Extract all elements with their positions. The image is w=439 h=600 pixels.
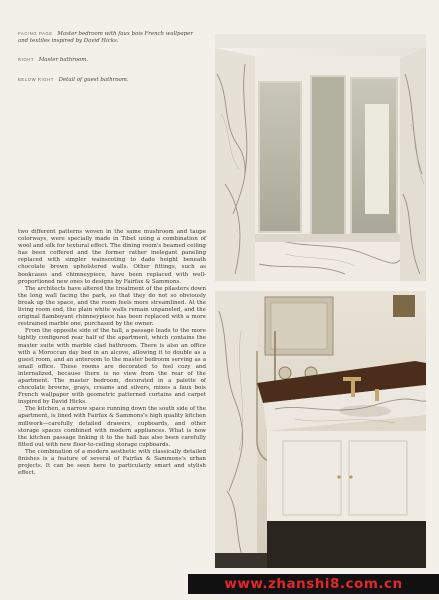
caption-text: Master bedroom with faux bois French wallpaper and textiles inspired by David Hicks.	[18, 31, 193, 45]
watermark: www.zhanshi8.com.cn	[188, 574, 439, 594]
body-paragraph: The combination of a modern aesthetic with classically detailed finishes is a feature of several of Fairfax & Sammons's urban projects. It can be seen here to particularly smart and stylish effect.	[18, 448, 206, 477]
guest-bathroom-photo	[215, 291, 426, 568]
caption-text: Master bathroom.	[38, 57, 89, 64]
master-bathroom-photo	[215, 34, 426, 281]
caption-label: BELOW RIGHT	[18, 76, 54, 82]
caption-block	[18, 30, 198, 95]
master-bathroom-image	[215, 34, 426, 281]
body-paragraph: The architects have altered the treatment of the pilasters down the long wall facing the park, so that they do not so obviously break up the space, and the room feels more streamlined. At the living room end, the plain white walls remain unpaneled, and the original flamboyant chimneypiece has been replaced with a more restrained marble one, purchased by the owner.	[18, 285, 206, 328]
caption-text: Detail of guest bathroom.	[58, 76, 129, 83]
caption-right	[18, 56, 198, 64]
caption-below-right	[18, 76, 198, 84]
caption-label: RIGHT	[18, 57, 35, 63]
body-paragraph: two different patterns woven in the same mushroom and taupe colorways, were specially made in Tibet using a combination of wool and silk for textural effect. The dining room's beamed ceiling has been coffered and the former rather inelegant paneling replaced with simpler wainscoting to dado height beneath chocolate brown upholstered walls. Other fittings, such as bookcases and chimneypiece, have been replaced with well-proportioned new ones to designs by Fairfax & Sammons.	[18, 229, 206, 285]
guest-bathroom-image	[215, 291, 426, 568]
body-paragraph: From the opposite side of the hall, a passage leads to the more tightly configured rear half of the apartment, which contains the master suite with marble clad bathroom. There is also an office with a Moroccan day bed in an alcove, allowing it to double as a guest room, and an anteroom to the master bedroom serving as a small office. These rooms are decorated to feel cozy and internalized, because there is no view from the rear of the apartment. The master bedroom, decorated in a palette of chocolate browns, grays, creams and silvers, mixes a faux bois French wallpaper with geometric patterned curtains and carpet inspired by David Hicks.	[18, 328, 206, 406]
caption-facing-page	[18, 30, 198, 45]
body-paragraph: The kitchen, a narrow space running down the south side of the apartment, is lined with Fairfax & Sammons's high quality kitchen millwork—carefully detailed drawers, cupboards, and other storage spaces combined with modern appliances. What is now the kitchen passage linking it to the hall has also been carefully fitted out with new floor-to-ceiling storage cupboards.	[18, 406, 206, 448]
body-text	[18, 229, 206, 477]
caption-label: FACING PAGE	[18, 31, 53, 36]
